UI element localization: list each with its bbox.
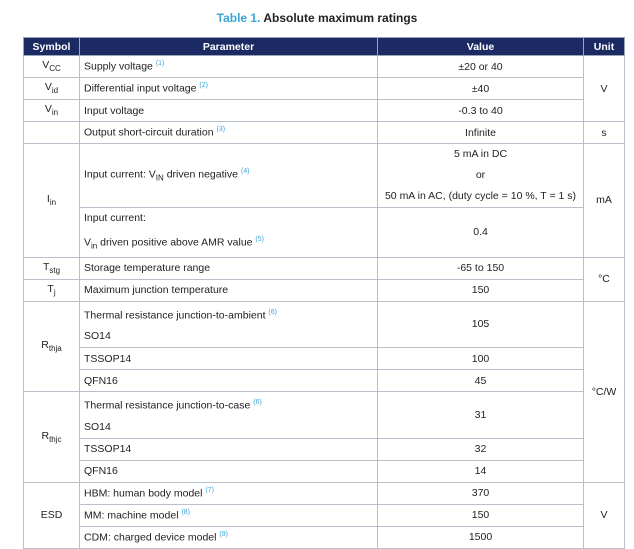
row-tj: [24, 279, 625, 301]
symbol-vid: $V_{id}$: [24, 78, 80, 100]
row-rthjc-so14: [24, 392, 625, 439]
param-esd-mm: MM: machine model $^{(8)}$: [80, 504, 378, 526]
value-rthja-qfn16: 45: [378, 370, 584, 392]
footnote-ref[interactable]: (1): [155, 60, 165, 68]
param-vid: Differential input voltage $^{(2)}$: [80, 78, 378, 100]
value-vcc: ±20 or 40: [378, 56, 584, 78]
value-iin-negative: 5 mA in DC or 50 mA in AC, (duty cycle = 10 %, T = 1 s): [378, 144, 584, 208]
table-number: Table 1.: [216, 11, 261, 25]
param-rthja-so14: Thermal resistance junction-to-ambient $^{(6)}$ SO14: [80, 301, 378, 348]
row-vid: [24, 78, 625, 100]
value-rthjc-so14: 31: [378, 392, 584, 439]
value-rthjc-tssop14: 32: [378, 438, 584, 460]
row-rthjc-qfn16: [24, 460, 625, 482]
value-vin: -0.3 to 40: [378, 100, 584, 122]
table-caption: [0, 11, 634, 25]
param-rthja-tssop14: TSSOP14: [80, 348, 378, 370]
footnote-ref[interactable]: (8): [181, 508, 191, 516]
symbol-esd: ESD: [24, 482, 80, 548]
value-rthja-so14: 105: [378, 301, 584, 348]
value-rthjc-qfn16: 14: [378, 460, 584, 482]
table-title: Absolute maximum ratings: [263, 11, 418, 25]
header-symbol: Symbol: [24, 38, 80, 56]
header-parameter: Parameter: [80, 38, 378, 56]
row-tstg: [24, 257, 625, 279]
row-esd-cdm: [24, 526, 625, 548]
param-rthjc-tssop14: TSSOP14: [80, 438, 378, 460]
symbol-iin: $I_{in}$: [24, 144, 80, 258]
row-rthja-so14: [24, 301, 625, 348]
footnote-ref[interactable]: (9): [219, 530, 228, 538]
symbol-rthjc: $R_{thjc}$: [24, 392, 80, 483]
value-rthja-tssop14: 100: [378, 348, 584, 370]
param-short-circuit: Output short-circuit duration $^{(3)}$: [80, 122, 378, 144]
param-iin-positive: Input current: $V_{in}$ driven positive above AMR value $^{(5)}$: [80, 208, 378, 258]
footnote-ref[interactable]: (6): [268, 308, 277, 316]
param-esd-cdm: CDM: charged device model $^{(9)}$: [80, 526, 378, 548]
symbol-tstg: $T_{stg}$: [24, 257, 80, 279]
row-rthja-tssop14: [24, 348, 625, 370]
footnote-ref[interactable]: (6): [253, 399, 262, 407]
symbol-vin: $V_{in}$: [24, 100, 80, 122]
param-vcc: Supply voltage $^{(1)}$: [80, 56, 378, 78]
value-vid: ±40: [378, 78, 584, 100]
symbol-vcc: $V_{CC}$: [24, 56, 80, 78]
value-iin-positive: 0.4: [378, 208, 584, 258]
row-rthja-qfn16: [24, 370, 625, 392]
row-vcc: [24, 56, 625, 78]
row-iin-positive: [24, 208, 625, 258]
footnote-ref[interactable]: (5): [255, 236, 264, 243]
param-tj: Maximum junction temperature: [80, 279, 378, 301]
param-rthjc-so14: Thermal resistance junction-to-case $^{(6)}$ SO14: [80, 392, 378, 439]
row-rthjc-tssop14: [24, 438, 625, 460]
param-vin: Input voltage: [80, 100, 378, 122]
value-short-circuit: Infinite: [378, 122, 584, 144]
unit-milliamps: mA: [584, 144, 625, 258]
header-unit: Unit: [584, 38, 625, 56]
unit-voltage: V: [584, 56, 625, 122]
header-row: [24, 38, 625, 56]
param-esd-hbm: HBM: human body model $^{(7)}$: [80, 482, 378, 504]
param-iin-negative: Input current: $V_{IN}$ driven negative $^{(4)}$: [80, 144, 378, 208]
row-vin: [24, 100, 625, 122]
footnote-ref[interactable]: (3): [216, 126, 226, 134]
footnote-ref[interactable]: (4): [240, 168, 250, 176]
value-esd-cdm: 1500: [378, 526, 584, 548]
footnote-ref[interactable]: (2): [199, 82, 208, 90]
footnote-ref[interactable]: (7): [205, 486, 214, 494]
param-rthja-qfn16: QFN16: [80, 370, 378, 392]
row-esd-hbm: [24, 482, 625, 504]
unit-esd-voltage: V: [584, 482, 625, 548]
row-iin-negative: [24, 144, 625, 208]
symbol-rthja: $R_{thja}$: [24, 301, 80, 392]
value-esd-mm: 150: [378, 504, 584, 526]
value-esd-hbm: 370: [378, 482, 584, 504]
row-esd-mm: [24, 504, 625, 526]
symbol-tj: $T_j$: [24, 279, 80, 301]
row-short-circuit: [24, 122, 625, 144]
unit-thermal: °C/W: [584, 301, 625, 482]
header-value: Value: [378, 38, 584, 56]
value-tstg: -65 to 150: [378, 257, 584, 279]
unit-celsius: °C: [584, 257, 625, 301]
param-tstg: Storage temperature range: [80, 257, 378, 279]
unit-seconds: s: [584, 122, 625, 144]
value-tj: 150: [378, 279, 584, 301]
param-rthjc-qfn16: QFN16: [80, 460, 378, 482]
symbol-empty: [24, 122, 80, 144]
ratings-table: [23, 37, 625, 549]
